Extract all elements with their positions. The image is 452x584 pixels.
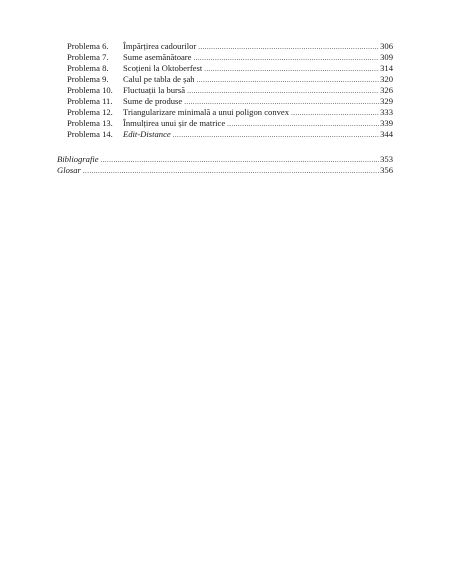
toc-entry-problema-9 (57, 74, 393, 85)
problem-title: Fluctuații la bursă (123, 85, 186, 95)
toc-entry-problema-13 (57, 118, 393, 129)
toc-entry-problema-10 (57, 85, 393, 96)
dot-leader (173, 130, 379, 140)
dot-leader (187, 86, 379, 96)
problem-title: Triangularizare minimală a unui poligon convex (123, 107, 290, 117)
page-number: 309 (380, 52, 393, 62)
page-number: 314 (380, 63, 393, 73)
dot-leader (184, 97, 379, 107)
problem-number: Problema 10. (67, 85, 113, 95)
page-number: 356 (380, 165, 393, 175)
problem-number: Problema 6. (67, 41, 109, 51)
problem-title: Sume de produse (123, 96, 183, 106)
dot-leader (197, 75, 380, 85)
page-number: 339 (380, 118, 393, 128)
dot-leader (227, 119, 379, 129)
problem-title: Sume asemănătoare (123, 52, 192, 62)
dot-leader (291, 108, 379, 118)
page-number: 353 (380, 154, 393, 164)
problem-number: Problema 14. (67, 129, 113, 139)
dot-leader (83, 166, 379, 176)
problem-number: Problema 13. (67, 118, 113, 128)
problem-number: Problema 7. (67, 52, 109, 62)
dot-leader (193, 53, 379, 63)
toc-entry-problema-8 (57, 63, 393, 74)
page-number: 344 (380, 129, 393, 139)
problem-title: Scoțieni la Oktoberfest (123, 63, 203, 73)
toc-entry-problema-11 (57, 96, 393, 107)
problem-title: Edit-Distance (123, 129, 171, 139)
page-number: 326 (380, 85, 393, 95)
table-of-contents (57, 41, 393, 176)
problem-number: Problema 11. (67, 96, 113, 106)
toc-entry-problema-7 (57, 52, 393, 63)
dot-leader (198, 42, 379, 52)
problem-number: Problema 12. (67, 107, 113, 117)
section-gap (57, 140, 393, 154)
dot-leader (204, 64, 379, 74)
toc-entry-glosar (57, 165, 393, 176)
page-number: 306 (380, 41, 393, 51)
page-number: 320 (380, 74, 393, 84)
toc-entry-problema-14 (57, 129, 393, 140)
section-title: Glosar (57, 165, 81, 175)
section-title: Bibliografie (57, 154, 99, 164)
problem-title: Împărțirea cadourilor (123, 41, 197, 51)
toc-entry-problema-12 (57, 107, 393, 118)
toc-entry-problema-6 (57, 41, 393, 52)
page-number: 333 (380, 107, 393, 117)
toc-entry-bibliografie (57, 154, 393, 165)
page-number: 329 (380, 96, 393, 106)
problem-number: Problema 8. (67, 63, 109, 73)
problem-title: Înmulțirea unui șir de matrice (123, 118, 226, 128)
problem-number: Problema 9. (67, 74, 109, 84)
problem-title: Calul pe tabla de șah (123, 74, 195, 84)
dot-leader (101, 155, 380, 165)
